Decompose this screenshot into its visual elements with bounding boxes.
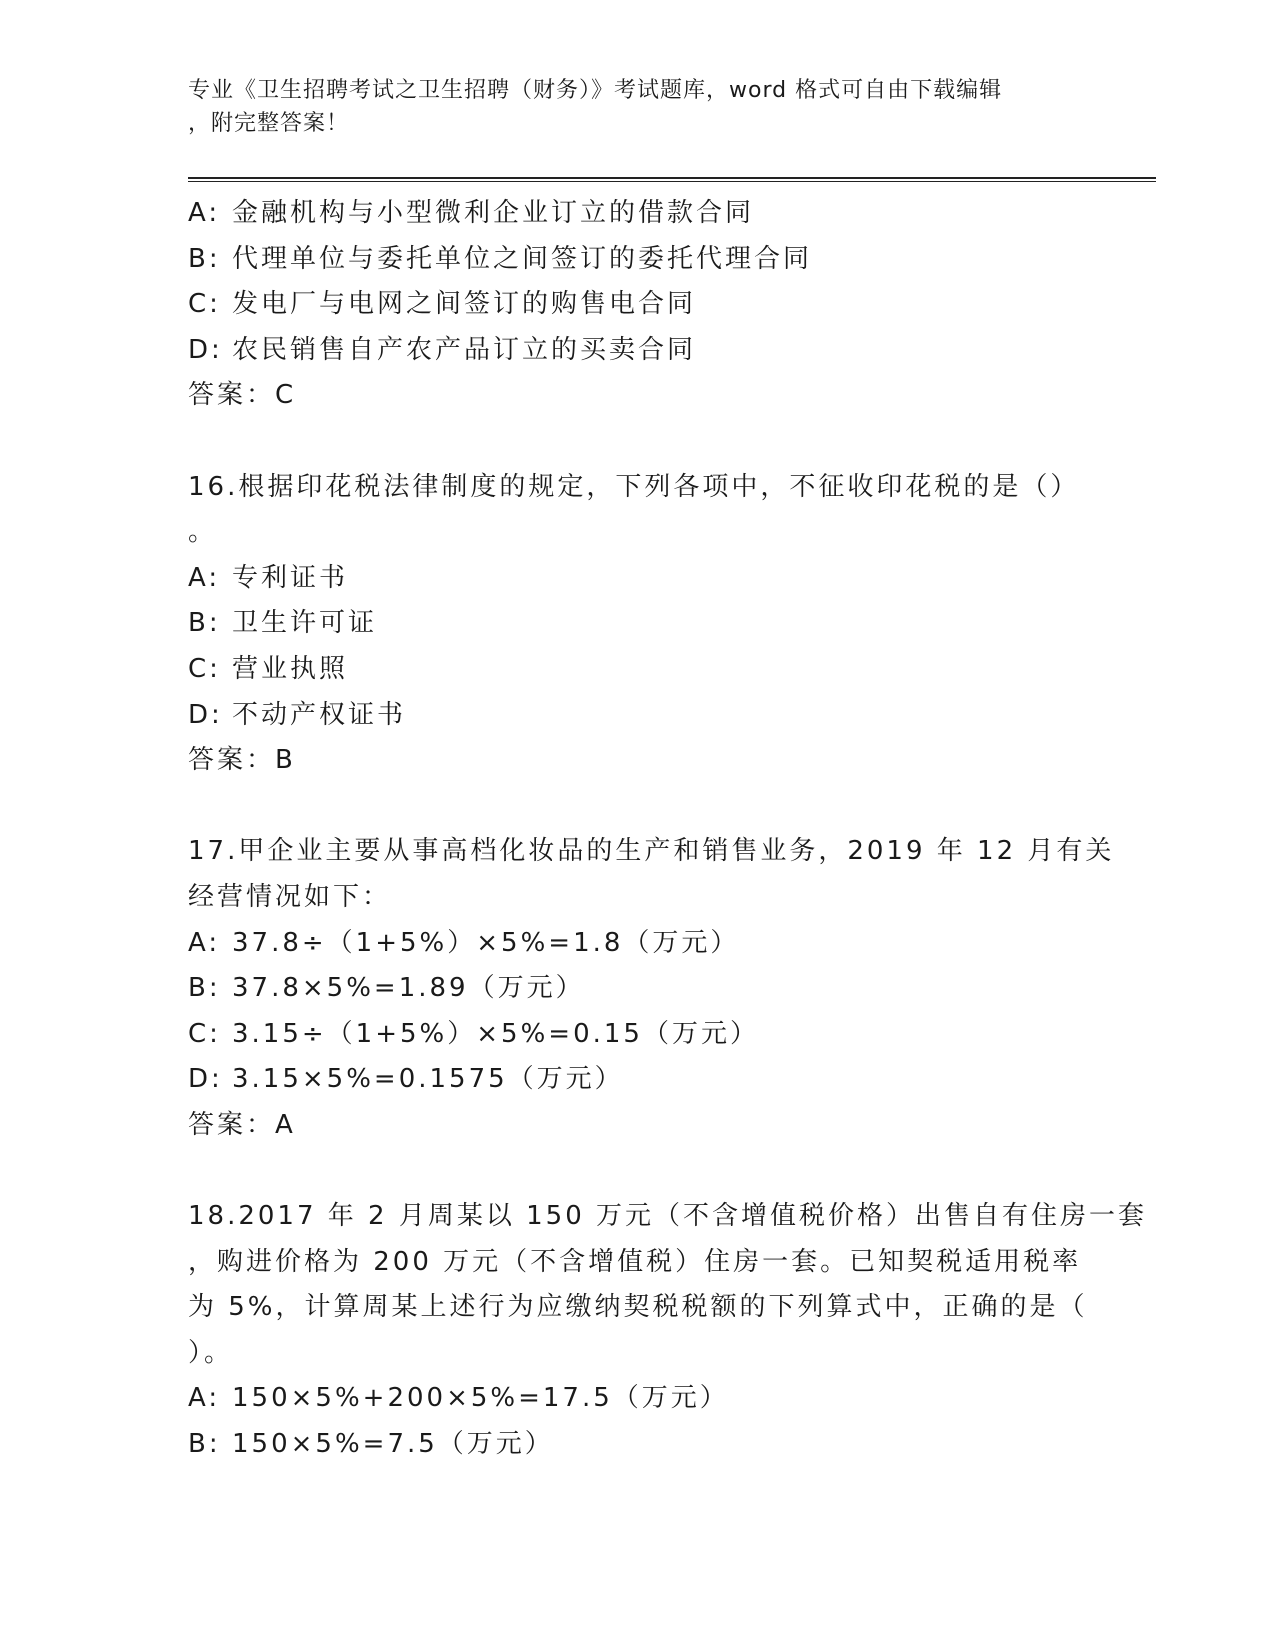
question-16-block xyxy=(188,465,1088,784)
question-18-block xyxy=(188,1194,1148,1468)
option-a xyxy=(188,1376,1088,1422)
document-header xyxy=(188,74,1068,140)
option-text: 专利证书 xyxy=(232,562,349,593)
option-text: 3.15÷（1+5%）×5%=0.15（万元） xyxy=(232,1018,759,1049)
option-d xyxy=(188,328,1088,374)
answer-line: 答案：A xyxy=(188,1109,296,1140)
option-letter: D: xyxy=(188,334,223,365)
option-letter: B: xyxy=(188,1429,221,1460)
option-letter: B: xyxy=(188,608,221,639)
question-15-block xyxy=(188,191,1088,419)
question-stem-line: 。 xyxy=(188,517,218,548)
question-17-block xyxy=(188,829,1115,1148)
option-letter: D: xyxy=(188,699,223,730)
option-text: 农民销售自产农产品订立的买卖合同 xyxy=(232,334,697,365)
question-stem-line: ）。 xyxy=(188,1337,234,1368)
spacer xyxy=(188,1148,1088,1194)
option-letter: A: xyxy=(188,562,221,593)
document-body xyxy=(188,191,1148,1468)
option-letter: B: xyxy=(188,973,221,1004)
option-letter: D: xyxy=(188,1064,223,1095)
option-a xyxy=(188,191,1088,237)
question-stem-line: 16.根据印花税法律制度的规定，下列各项中，不征收印花税的是（） xyxy=(188,471,1080,502)
option-letter: B: xyxy=(188,243,221,274)
option-text: 代理单位与委托单位之间签订的委托代理合同 xyxy=(232,243,813,274)
option-a xyxy=(188,921,1088,967)
header-rule-thick xyxy=(188,177,1156,179)
question-stem-line: 经营情况如下： xyxy=(188,881,392,912)
question-stem-line: 17.甲企业主要从事高档化妆品的生产和销售业务，2019 年 12 月有关 xyxy=(188,836,1115,867)
option-c xyxy=(188,282,1088,328)
answer-line: 答案：C xyxy=(188,380,297,411)
question-stem-line: ，购进价格为 200 万元（不含增值税）住房一套。已知契税适用税率 xyxy=(188,1246,1082,1277)
option-text: 37.8×5%=1.89（万元） xyxy=(232,973,585,1004)
option-text: 发电厂与电网之间签订的购售电合同 xyxy=(232,289,697,320)
option-letter: C: xyxy=(188,289,221,320)
option-c xyxy=(188,647,1088,693)
option-letter: A: xyxy=(188,927,221,958)
option-text: 营业执照 xyxy=(232,653,349,684)
option-text: 150×5%=7.5（万元） xyxy=(232,1429,554,1460)
spacer xyxy=(188,784,1088,830)
option-letter: C: xyxy=(188,653,221,684)
header-rule-thin xyxy=(188,181,1156,182)
option-a xyxy=(188,556,1088,602)
option-text: 不动产权证书 xyxy=(232,699,407,730)
option-text: 37.8÷（1+5%）×5%=1.8（万元） xyxy=(232,927,740,958)
option-text: 3.15×5%=0.1575（万元） xyxy=(232,1064,624,1095)
header-line-2: ，附完整答案！ xyxy=(188,111,350,136)
option-b xyxy=(188,237,1088,283)
option-c xyxy=(188,1012,1088,1058)
option-b xyxy=(188,601,1088,647)
option-d xyxy=(188,693,1088,739)
option-d xyxy=(188,1057,1088,1103)
spacer xyxy=(188,419,1088,465)
option-letter: A: xyxy=(188,198,221,228)
option-text: 150×5%+200×5%=17.5（万元） xyxy=(232,1383,729,1414)
option-b xyxy=(188,1422,1088,1468)
question-stem-line: 为 5%，计算周某上述行为应缴纳契税税额的下列算式中，正确的是（ xyxy=(188,1292,1088,1323)
answer-line: 答案：B xyxy=(188,745,296,776)
header-line-1: 专业《卫生招聘考试之卫生招聘（财务）》考试题库，word 格式可自由下载编辑 xyxy=(188,78,1003,103)
option-letter: C: xyxy=(188,1018,221,1049)
option-text: 卫生许可证 xyxy=(232,608,378,639)
option-letter: A: xyxy=(188,1383,221,1414)
question-stem-line: 18.2017 年 2 月周某以 150 万元（不含增值税价格）出售自有住房一套 xyxy=(188,1201,1148,1232)
option-text: 金融机构与小型微利企业订立的借款合同 xyxy=(232,198,755,228)
option-b xyxy=(188,966,1088,1012)
